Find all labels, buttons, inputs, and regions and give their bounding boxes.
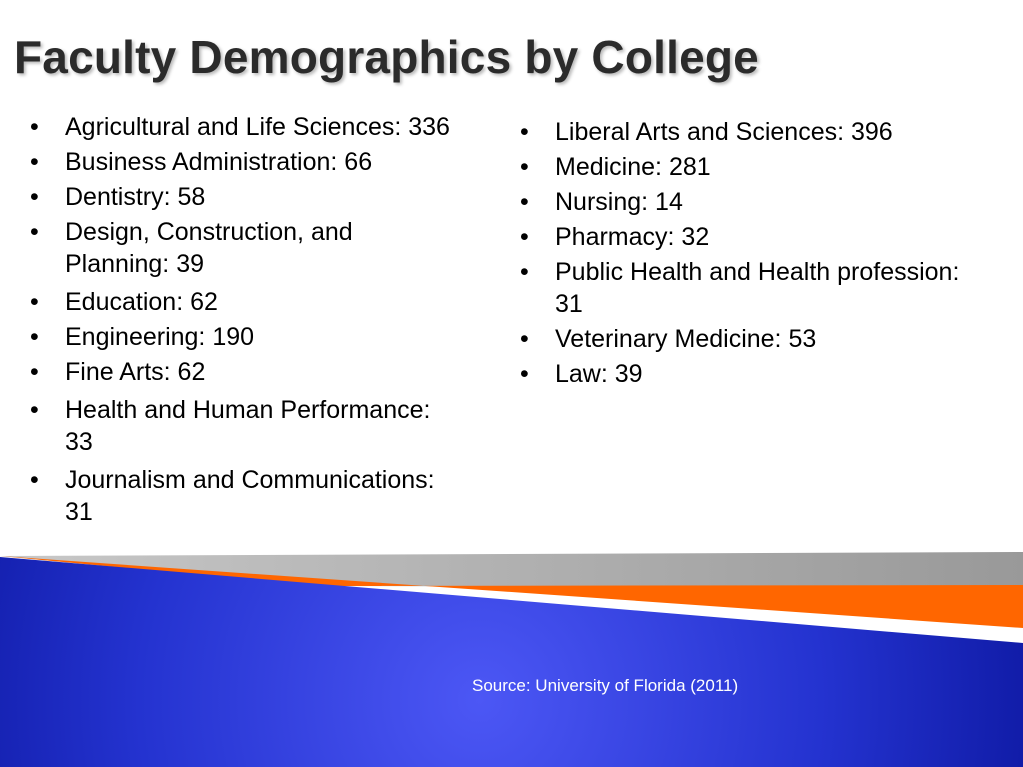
list-item: • Business Administration: 66 xyxy=(30,146,450,178)
list-item: • Engineering: 190 xyxy=(30,321,450,353)
list-item: • Education: 62 xyxy=(30,286,450,318)
list-item: • Journalism and Communications: 31 xyxy=(30,464,450,528)
list-item: • Law: 39 xyxy=(520,358,990,390)
list-item: • Nursing: 14 xyxy=(520,186,990,218)
decorative-swoosh xyxy=(0,550,1023,767)
list-item: • Medicine: 281 xyxy=(520,151,990,183)
bullet-list-left xyxy=(30,111,450,531)
list-item: • Dentistry: 58 xyxy=(30,181,450,213)
bullet-list-right xyxy=(520,116,990,393)
source-note: Source: University of Florida (2011) xyxy=(472,676,739,695)
list-item: • Liberal Arts and Sciences: 396 xyxy=(520,116,990,148)
list-item: • Health and Human Performance: 33 xyxy=(30,394,450,458)
slide-title: Faculty Demographics by College xyxy=(14,31,759,83)
list-item: • Veterinary Medicine: 53 xyxy=(520,323,990,355)
list-item: • Fine Arts: 62 xyxy=(30,356,450,388)
list-item: • Public Health and Health profession: 31 xyxy=(520,256,990,320)
list-item: • Design, Construction, and Planning: 39 xyxy=(30,216,450,280)
list-item: • Pharmacy: 32 xyxy=(520,221,990,253)
list-item: • Agricultural and Life Sciences: 336 xyxy=(30,111,450,143)
